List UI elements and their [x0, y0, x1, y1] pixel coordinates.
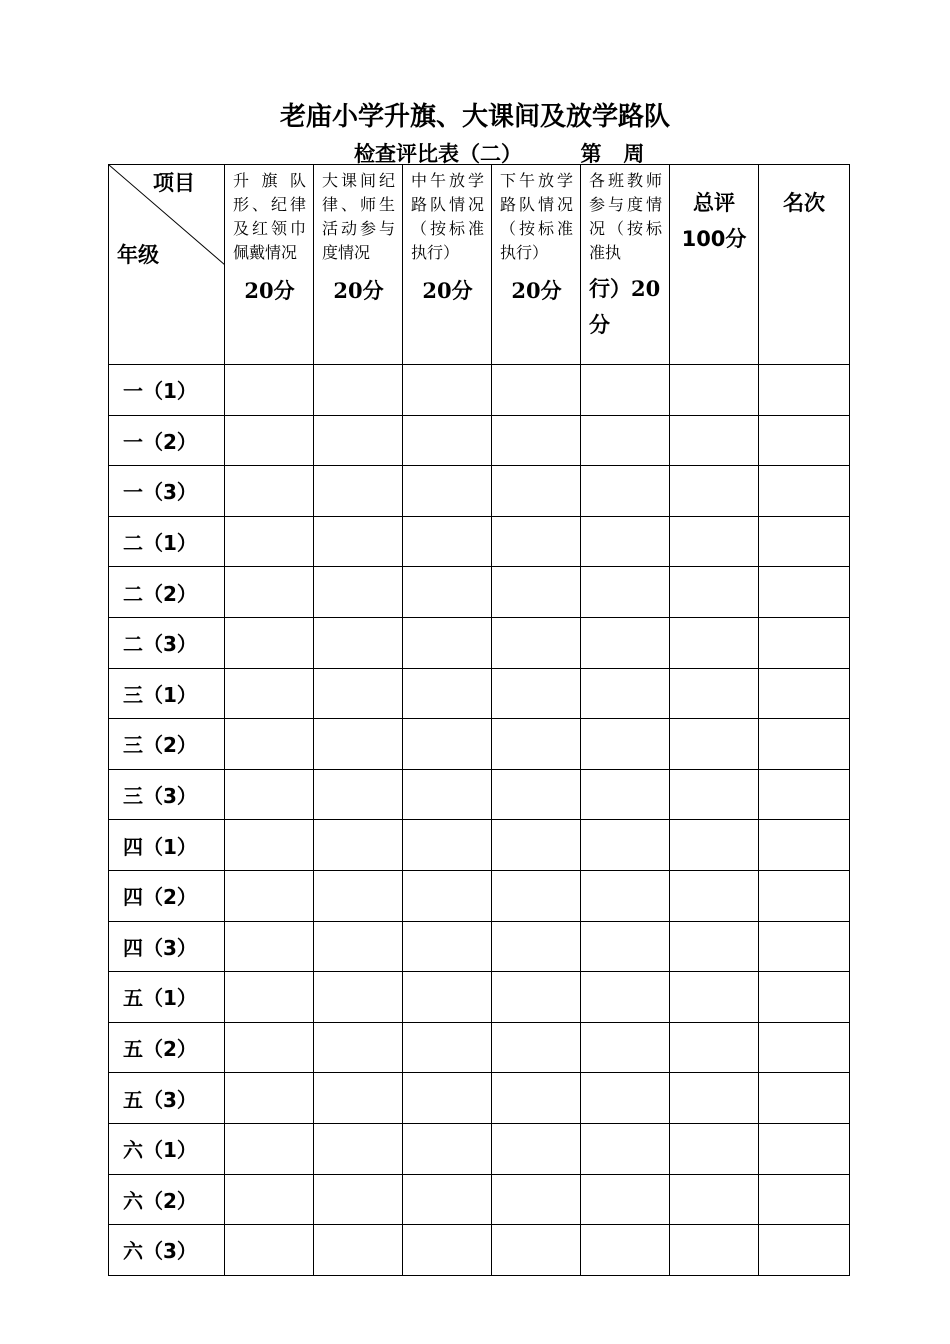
- header-teacher-participation-desc: 各班教师参与度情况（按标准执: [589, 171, 662, 262]
- score-cell[interactable]: [581, 769, 670, 820]
- header-afternoon-dismissal-desc: 下午放学路队情况（按标准执行）: [500, 171, 573, 262]
- table-header-row: [109, 165, 850, 365]
- score-cell[interactable]: [581, 1073, 670, 1124]
- score-cell[interactable]: [581, 972, 670, 1023]
- total-cell[interactable]: [670, 415, 759, 466]
- score-cell[interactable]: [581, 820, 670, 871]
- table-row: [109, 466, 850, 517]
- rank-cell[interactable]: [759, 617, 850, 668]
- header-teacher-participation: [581, 165, 670, 365]
- score-cell[interactable]: [225, 1022, 314, 1073]
- grade-cell: 二（3）: [109, 617, 225, 668]
- table-row: [109, 1022, 850, 1073]
- score-cell[interactable]: [403, 1022, 492, 1073]
- rank-cell[interactable]: [759, 972, 850, 1023]
- score-cell[interactable]: [581, 719, 670, 770]
- score-cell[interactable]: [492, 1073, 581, 1124]
- rank-cell[interactable]: [759, 1073, 850, 1124]
- score-cell[interactable]: [314, 516, 403, 567]
- grade-cell: 二（1）: [109, 516, 225, 567]
- header-teacher-participation-score: 行）20分: [589, 276, 661, 337]
- header-break-activity: [314, 165, 403, 365]
- header-noon-dismissal-desc: 中午放学路队情况（按标准执行）: [411, 171, 484, 262]
- score-cell[interactable]: [403, 516, 492, 567]
- total-cell[interactable]: [670, 1225, 759, 1276]
- table-row: [109, 870, 850, 921]
- total-cell[interactable]: [670, 516, 759, 567]
- score-cell[interactable]: [403, 1123, 492, 1174]
- total-cell[interactable]: [670, 668, 759, 719]
- score-cell[interactable]: [314, 1225, 403, 1276]
- score-cell[interactable]: [581, 1174, 670, 1225]
- score-cell[interactable]: [492, 1022, 581, 1073]
- table-row: [109, 1123, 850, 1174]
- score-cell[interactable]: [403, 820, 492, 871]
- rank-cell[interactable]: [759, 668, 850, 719]
- grade-cell: 一（3）: [109, 466, 225, 517]
- table-row: [109, 972, 850, 1023]
- score-cell[interactable]: [581, 1022, 670, 1073]
- grade-cell: 三（1）: [109, 668, 225, 719]
- grade-cell: 五（3）: [109, 1073, 225, 1124]
- score-cell[interactable]: [225, 870, 314, 921]
- score-cell[interactable]: [314, 617, 403, 668]
- rank-cell[interactable]: [759, 1123, 850, 1174]
- score-cell[interactable]: [492, 365, 581, 416]
- score-cell[interactable]: [314, 870, 403, 921]
- total-cell[interactable]: [670, 719, 759, 770]
- score-cell[interactable]: [314, 820, 403, 871]
- score-cell[interactable]: [225, 921, 314, 972]
- score-cell[interactable]: [581, 466, 670, 517]
- table-row: [109, 415, 850, 466]
- total-cell[interactable]: [670, 820, 759, 871]
- table-row: [109, 567, 850, 618]
- score-cell[interactable]: [581, 921, 670, 972]
- score-cell[interactable]: [225, 820, 314, 871]
- score-cell[interactable]: [403, 1073, 492, 1124]
- score-cell[interactable]: [492, 972, 581, 1023]
- score-cell[interactable]: [314, 1073, 403, 1124]
- header-rank: [759, 165, 850, 365]
- total-cell[interactable]: [670, 769, 759, 820]
- header-flag-raising-score: 20分: [244, 278, 295, 303]
- score-cell[interactable]: [225, 1123, 314, 1174]
- score-cell[interactable]: [492, 769, 581, 820]
- grade-cell: 五（1）: [109, 972, 225, 1023]
- header-afternoon-dismissal: [492, 165, 581, 365]
- score-cell[interactable]: [492, 415, 581, 466]
- score-cell[interactable]: [581, 617, 670, 668]
- score-cell[interactable]: [492, 516, 581, 567]
- score-cell[interactable]: [403, 1174, 492, 1225]
- score-cell[interactable]: [314, 719, 403, 770]
- score-cell[interactable]: [403, 415, 492, 466]
- table-row: [109, 820, 850, 871]
- score-cell[interactable]: [225, 719, 314, 770]
- total-cell[interactable]: [670, 567, 759, 618]
- total-cell[interactable]: [670, 1123, 759, 1174]
- table-row: [109, 617, 850, 668]
- grade-cell: 六（2）: [109, 1174, 225, 1225]
- table-row: [109, 921, 850, 972]
- score-cell[interactable]: [492, 870, 581, 921]
- table-row: [109, 1225, 850, 1276]
- rank-cell[interactable]: [759, 921, 850, 972]
- rank-cell[interactable]: [759, 466, 850, 517]
- table-row: [109, 1174, 850, 1225]
- score-cell[interactable]: [403, 769, 492, 820]
- rank-cell[interactable]: [759, 1022, 850, 1073]
- score-cell[interactable]: [492, 1225, 581, 1276]
- score-cell[interactable]: [225, 972, 314, 1023]
- rank-cell[interactable]: [759, 820, 850, 871]
- score-cell[interactable]: [403, 668, 492, 719]
- score-cell[interactable]: [581, 668, 670, 719]
- score-cell[interactable]: [225, 1073, 314, 1124]
- score-cell[interactable]: [314, 415, 403, 466]
- score-cell[interactable]: [492, 820, 581, 871]
- score-cell[interactable]: [225, 466, 314, 517]
- grade-cell: 三（3）: [109, 769, 225, 820]
- header-rank-label: 名次: [783, 191, 825, 215]
- grade-cell: 六（1）: [109, 1123, 225, 1174]
- score-cell[interactable]: [403, 921, 492, 972]
- grade-cell: 一（2）: [109, 415, 225, 466]
- table-row: [109, 1073, 850, 1124]
- document-subtitle: 检查评比表（二） 第 周: [354, 142, 645, 166]
- header-noon-dismissal-score: 20分: [422, 278, 473, 303]
- score-cell[interactable]: [403, 972, 492, 1023]
- score-cell[interactable]: [492, 466, 581, 517]
- rank-cell[interactable]: [759, 1225, 850, 1276]
- total-cell[interactable]: [670, 870, 759, 921]
- rank-cell[interactable]: [759, 365, 850, 416]
- score-cell[interactable]: [581, 870, 670, 921]
- total-cell[interactable]: [670, 1022, 759, 1073]
- corner-item-label: 项目: [153, 171, 195, 195]
- header-noon-dismissal: [403, 165, 492, 365]
- total-cell[interactable]: [670, 1174, 759, 1225]
- score-cell[interactable]: [581, 1225, 670, 1276]
- grade-cell: 四（2）: [109, 870, 225, 921]
- total-cell[interactable]: [670, 365, 759, 416]
- score-cell[interactable]: [581, 1123, 670, 1174]
- score-cell[interactable]: [403, 466, 492, 517]
- grade-cell: 四（1）: [109, 820, 225, 871]
- total-cell[interactable]: [670, 972, 759, 1023]
- header-flag-raising-desc: 升旗队形、纪律及红领巾佩戴情况: [233, 171, 306, 262]
- total-cell[interactable]: [670, 1073, 759, 1124]
- header-afternoon-dismissal-score: 20分: [511, 278, 562, 303]
- grade-cell: 三（2）: [109, 719, 225, 770]
- score-cell[interactable]: [403, 365, 492, 416]
- score-cell[interactable]: [403, 567, 492, 618]
- document-title: 老庙小学升旗、大课间及放学路队: [279, 102, 670, 132]
- header-break-activity-desc: 大课间纪律、师生活动参与度情况: [322, 171, 395, 262]
- table-row: [109, 516, 850, 567]
- score-cell[interactable]: [314, 1123, 403, 1174]
- score-cell[interactable]: [225, 617, 314, 668]
- score-cell[interactable]: [492, 719, 581, 770]
- score-cell[interactable]: [403, 870, 492, 921]
- header-flag-raising: [225, 165, 314, 365]
- score-cell[interactable]: [492, 617, 581, 668]
- corner-header-cell: [109, 165, 225, 365]
- grade-cell: 五（2）: [109, 1022, 225, 1073]
- header-total-points: 100分: [681, 227, 747, 251]
- score-cell[interactable]: [314, 668, 403, 719]
- evaluation-table: [108, 164, 850, 1276]
- score-cell[interactable]: [314, 1174, 403, 1225]
- score-cell[interactable]: [403, 719, 492, 770]
- table-row: [109, 719, 850, 770]
- score-cell[interactable]: [314, 972, 403, 1023]
- rank-cell[interactable]: [759, 719, 850, 770]
- header-total-score: [670, 165, 759, 365]
- table-row: [109, 769, 850, 820]
- score-cell[interactable]: [314, 365, 403, 416]
- rank-cell[interactable]: [759, 1174, 850, 1225]
- score-cell[interactable]: [314, 769, 403, 820]
- score-cell[interactable]: [225, 415, 314, 466]
- score-cell[interactable]: [403, 1225, 492, 1276]
- rank-cell[interactable]: [759, 870, 850, 921]
- header-total-label: 总评: [693, 191, 735, 215]
- rank-cell[interactable]: [759, 567, 850, 618]
- score-cell[interactable]: [581, 516, 670, 567]
- grade-cell: 四（3）: [109, 921, 225, 972]
- rank-cell[interactable]: [759, 415, 850, 466]
- score-cell[interactable]: [314, 1022, 403, 1073]
- score-cell[interactable]: [492, 921, 581, 972]
- score-cell[interactable]: [581, 567, 670, 618]
- grade-cell: 一（1）: [109, 365, 225, 416]
- table-row: [109, 365, 850, 416]
- score-cell[interactable]: [314, 921, 403, 972]
- score-cell[interactable]: [225, 567, 314, 618]
- score-cell[interactable]: [581, 415, 670, 466]
- score-cell[interactable]: [225, 1225, 314, 1276]
- rank-cell[interactable]: [759, 516, 850, 567]
- total-cell[interactable]: [670, 617, 759, 668]
- corner-grade-label: 年级: [117, 243, 159, 267]
- table-row: [109, 668, 850, 719]
- score-cell[interactable]: [225, 365, 314, 416]
- score-cell[interactable]: [225, 769, 314, 820]
- header-break-activity-score: 20分: [333, 278, 384, 303]
- total-cell[interactable]: [670, 921, 759, 972]
- score-cell[interactable]: [492, 668, 581, 719]
- score-cell[interactable]: [314, 567, 403, 618]
- score-cell[interactable]: [492, 1123, 581, 1174]
- score-cell[interactable]: [314, 466, 403, 517]
- score-cell[interactable]: [492, 1174, 581, 1225]
- score-cell[interactable]: [403, 617, 492, 668]
- grade-cell: 六（3）: [109, 1225, 225, 1276]
- score-cell[interactable]: [225, 516, 314, 567]
- score-cell[interactable]: [225, 668, 314, 719]
- total-cell[interactable]: [670, 466, 759, 517]
- rank-cell[interactable]: [759, 769, 850, 820]
- score-cell[interactable]: [225, 1174, 314, 1225]
- score-cell[interactable]: [492, 567, 581, 618]
- score-cell[interactable]: [581, 365, 670, 416]
- grade-cell: 二（2）: [109, 567, 225, 618]
